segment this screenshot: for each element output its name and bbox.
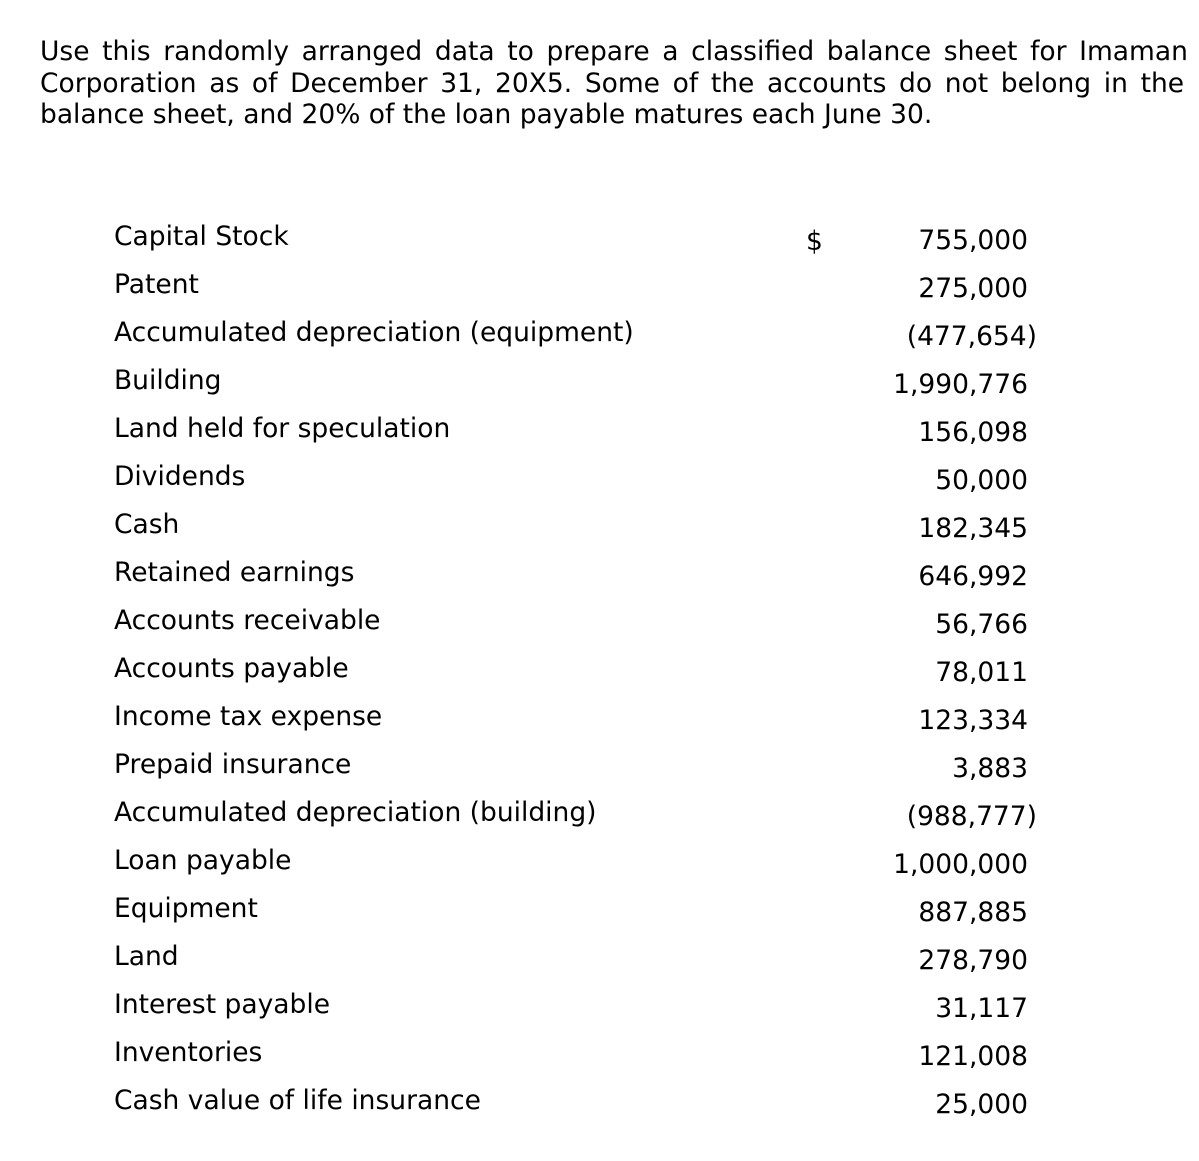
account-label: Accumulated depreciation (equipment) bbox=[114, 317, 634, 348]
account-amount: 123,334 bbox=[918, 705, 1028, 736]
account-amount: 278,790 bbox=[918, 945, 1028, 976]
account-amount: 755,000 bbox=[918, 225, 1028, 256]
account-row bbox=[0, 506, 1199, 554]
account-label: Inventories bbox=[114, 1037, 263, 1068]
currency-symbol: $ bbox=[806, 226, 823, 257]
account-amount: (988,777) bbox=[906, 801, 1037, 832]
account-amount: 182,345 bbox=[918, 513, 1028, 544]
account-row bbox=[0, 698, 1199, 746]
instructions-line: balance sheet, and 20% of the loan payable matures each June 30. bbox=[40, 99, 933, 130]
account-row bbox=[0, 602, 1199, 650]
account-label: Building bbox=[114, 365, 222, 396]
instructions-paragraph bbox=[40, 36, 1199, 131]
account-label: Accounts receivable bbox=[114, 605, 381, 636]
account-amount: 275,000 bbox=[918, 273, 1028, 304]
account-label: Accounts payable bbox=[114, 653, 349, 684]
account-amount: 1,000,000 bbox=[893, 849, 1028, 880]
account-label: Cash bbox=[114, 509, 180, 540]
account-label: Land bbox=[114, 941, 179, 972]
instructions-line: Use this randomly arranged data to prepare a classified balance sheet for Imaman bbox=[40, 36, 1188, 67]
account-label: Loan payable bbox=[114, 845, 292, 876]
account-row bbox=[0, 842, 1199, 890]
account-label: Retained earnings bbox=[114, 557, 355, 588]
account-amount: 50,000 bbox=[935, 465, 1028, 496]
account-row bbox=[0, 938, 1199, 986]
account-amount: 887,885 bbox=[918, 897, 1028, 928]
account-row bbox=[0, 554, 1199, 602]
account-row bbox=[0, 986, 1199, 1034]
account-label: Dividends bbox=[114, 461, 246, 492]
account-label: Accumulated depreciation (building) bbox=[114, 797, 597, 828]
account-amount: 78,011 bbox=[935, 657, 1028, 688]
account-amount: (477,654) bbox=[906, 321, 1037, 352]
account-label: Patent bbox=[114, 269, 199, 300]
account-amount: 646,992 bbox=[918, 561, 1028, 592]
account-row bbox=[0, 746, 1199, 794]
account-row bbox=[0, 410, 1199, 458]
account-row bbox=[0, 1082, 1199, 1130]
instructions-line: Corporation as of December 31, 20X5. Some of the accounts do not belong in the bbox=[40, 67, 1185, 99]
account-label: Prepaid insurance bbox=[114, 749, 352, 780]
account-row bbox=[0, 362, 1199, 410]
account-amount: 1,990,776 bbox=[893, 369, 1028, 400]
account-label: Capital Stock bbox=[114, 221, 289, 252]
account-amount: 25,000 bbox=[935, 1089, 1028, 1120]
account-row bbox=[0, 650, 1199, 698]
account-row bbox=[0, 1034, 1199, 1082]
account-amount: 56,766 bbox=[935, 609, 1028, 640]
account-label: Equipment bbox=[114, 893, 258, 924]
account-amount: 31,117 bbox=[935, 993, 1028, 1024]
account-label: Income tax expense bbox=[114, 701, 383, 732]
account-amount: 3,883 bbox=[952, 753, 1028, 784]
account-row bbox=[0, 794, 1199, 842]
account-label: Cash value of life insurance bbox=[114, 1085, 481, 1116]
account-amount: 121,008 bbox=[918, 1041, 1028, 1072]
account-list bbox=[0, 218, 1199, 1130]
account-amount: 156,098 bbox=[918, 417, 1028, 448]
account-row bbox=[0, 458, 1199, 506]
account-label: Land held for speculation bbox=[114, 413, 451, 444]
account-row bbox=[0, 314, 1199, 362]
account-row bbox=[0, 266, 1199, 314]
account-row bbox=[0, 890, 1199, 938]
account-label: Interest payable bbox=[114, 989, 331, 1020]
account-row bbox=[0, 218, 1199, 266]
